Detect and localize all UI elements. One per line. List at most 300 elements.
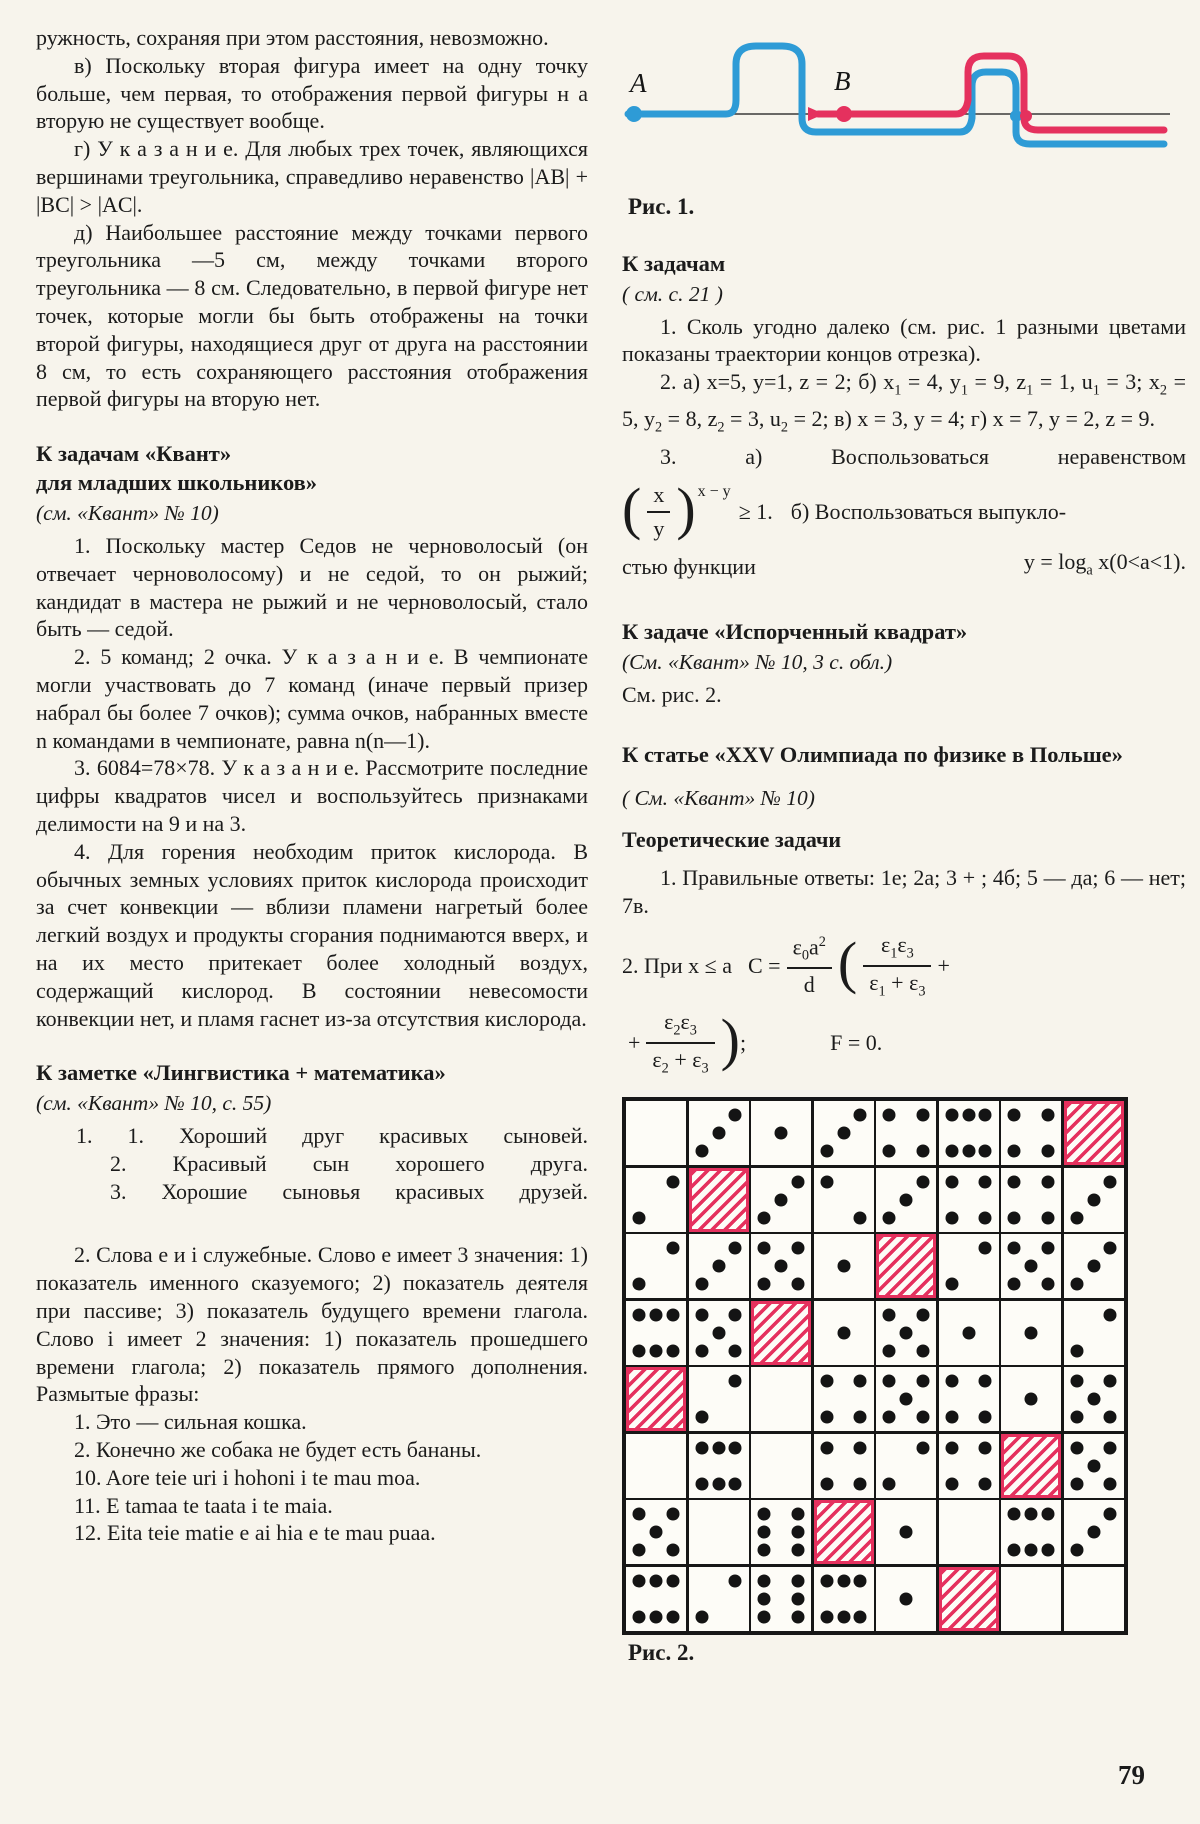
domino-cell	[689, 1101, 749, 1165]
pip	[758, 1211, 771, 1224]
semicolon: ;	[739, 1029, 747, 1055]
pip	[837, 1610, 850, 1623]
pip	[1087, 1393, 1100, 1406]
pip	[1041, 1278, 1054, 1291]
pip	[1070, 1441, 1083, 1454]
pip	[1104, 1508, 1117, 1521]
source-reference: (см. «Квант» № 10, с. 55)	[36, 1091, 272, 1116]
formula-capacitance-line2: + $\frac{\varepsilon_2\varepsilon_3}{\varepsilon_2 + \varepsilon_3}$ ) ; F = 0.	[628, 1006, 883, 1077]
domino-cell	[814, 1367, 874, 1431]
pip	[854, 1211, 867, 1224]
pip	[666, 1308, 679, 1321]
pip	[729, 1109, 742, 1122]
section-heading: К задаче «Испорченный квадрат»	[622, 618, 968, 644]
pip	[900, 1193, 913, 1206]
domino-cell	[1064, 1301, 1124, 1365]
c-equals: C =	[748, 953, 781, 979]
domino-grid	[622, 1097, 1128, 1635]
pip	[791, 1175, 804, 1188]
pip	[1070, 1375, 1083, 1388]
domino-cell	[876, 1434, 936, 1498]
pip	[633, 1344, 646, 1357]
answer-item: 3. а) Воспользоваться неравенством	[660, 443, 1186, 469]
pip	[883, 1211, 896, 1224]
subsection-heading: Теоретические задачи	[622, 827, 842, 853]
pip	[1041, 1211, 1054, 1224]
domino-cell	[1001, 1168, 1061, 1232]
pip	[650, 1610, 663, 1623]
domino-cell-red	[626, 1367, 686, 1431]
domino-cell	[689, 1434, 749, 1498]
pip	[979, 1145, 992, 1158]
text-continuation: б) Воспользоваться выпукло-	[790, 499, 1067, 525]
pip	[758, 1544, 771, 1557]
pip	[883, 1145, 896, 1158]
domino-cell	[626, 1434, 686, 1498]
pip	[729, 1344, 742, 1357]
pip	[666, 1574, 679, 1587]
domino-cell-red	[1064, 1101, 1124, 1165]
list-item: 11. E tamaa te taata i te maia.	[74, 1492, 333, 1518]
pip	[712, 1477, 725, 1490]
point-b-dot	[836, 106, 852, 122]
pip	[979, 1375, 992, 1388]
pip	[650, 1574, 663, 1587]
domino-cell	[626, 1234, 686, 1298]
domino-cell	[876, 1367, 936, 1431]
formula-log-line	[622, 548, 1186, 584]
crossing-dot-red	[1020, 110, 1032, 122]
denominator: $\varepsilon_2 + \varepsilon_3$	[652, 1046, 709, 1077]
pip	[854, 1375, 867, 1388]
paragraph: в) Поскольку вторая фигура имеет на одну точку больше, чем первая, то отображения первой фигуры н а вторую не существует вообще.	[36, 52, 588, 134]
domino-cell-red	[689, 1168, 749, 1232]
domino-cell-red	[939, 1567, 999, 1631]
pip	[633, 1211, 646, 1224]
domino-cell	[689, 1234, 749, 1298]
pip	[1025, 1326, 1038, 1339]
domino-cell	[1064, 1367, 1124, 1431]
domino-cell	[751, 1168, 811, 1232]
pip	[1070, 1544, 1083, 1557]
pip	[945, 1109, 958, 1122]
pip	[1008, 1242, 1021, 1255]
answer-item: 3. 6084=78×78. У к а з а н и е. Рассмотрите последние цифры квадратов чисел и воспользуйтесь признаками делимости на 9 и на 3.	[36, 755, 588, 836]
formula-inequality: ( $\frac{x}{y}$ ) x − y ≥ 1. б) Воспользоваться выпукло-	[622, 476, 1067, 542]
trajectory-diagram	[622, 30, 1186, 180]
pip	[854, 1109, 867, 1122]
pip	[695, 1477, 708, 1490]
pip	[791, 1574, 804, 1587]
figure-1	[622, 30, 1186, 185]
arrowhead-icon	[808, 107, 824, 121]
pip	[1008, 1508, 1021, 1521]
pip	[1041, 1508, 1054, 1521]
relation: ≥ 1.	[738, 499, 773, 525]
domino-cell	[876, 1168, 936, 1232]
pip	[900, 1326, 913, 1339]
answer-item: 1. Поскольку мастер Седов не черноволосый (он отвечает черноволосому) и не седой, то он рыжий; кандидат в мастера не рыжий и не черноволосый, стало быть — седой.	[36, 532, 588, 642]
pip	[945, 1175, 958, 1188]
pip	[712, 1260, 725, 1273]
pip	[979, 1477, 992, 1490]
domino-cell	[689, 1367, 749, 1431]
pip	[854, 1574, 867, 1587]
pip	[900, 1592, 913, 1605]
domino-cell	[1064, 1567, 1124, 1631]
domino-cell	[939, 1234, 999, 1298]
domino-cell	[939, 1301, 999, 1365]
list-item: 1. Это — сильная кошка.	[74, 1409, 307, 1435]
pip	[1025, 1544, 1038, 1557]
pip	[775, 1127, 788, 1140]
pip	[1104, 1242, 1117, 1255]
list-item: 2. Красивый сын хорошего друга.	[110, 1150, 588, 1176]
pip	[1104, 1441, 1117, 1454]
pip	[945, 1411, 958, 1424]
pip	[633, 1308, 646, 1321]
pip	[854, 1441, 867, 1454]
source-reference: ( см. с. 21 )	[622, 281, 723, 306]
pip	[916, 1344, 929, 1357]
pip	[979, 1175, 992, 1188]
domino-cell-red	[876, 1234, 936, 1298]
denominator: d	[803, 972, 815, 998]
domino-cell	[1064, 1168, 1124, 1232]
pip	[962, 1109, 975, 1122]
answer-item: 2. Слова е и i служебные. Слово е имеет 3 значения: 1) показатель именного сказуемого; 2) показатель деятеля при пассиве; 3) показатель будущего времени глагола. Слово i имеет 2 значения: 1) показатель прошедшего времени глагола; 2) показатель прямого дополнения. Размытые фразы:	[36, 1242, 588, 1407]
pip	[695, 1610, 708, 1623]
section-heading: для младших школьников»	[36, 470, 318, 496]
pip	[1025, 1260, 1038, 1273]
pip	[837, 1326, 850, 1339]
pip	[775, 1193, 788, 1206]
paragraph: г) У к а з а н и е. Для любых трех точек, являющихся вершинами треугольника, справедливо неравенство |AB| + |BC| > |AC|.	[36, 136, 588, 217]
section-heading: К заметке «Лингвистика + математика»	[36, 1060, 446, 1086]
pip	[916, 1109, 929, 1122]
pip	[1025, 1508, 1038, 1521]
pip	[883, 1477, 896, 1490]
fraction	[646, 1009, 714, 1078]
pip	[1087, 1526, 1100, 1539]
pip	[916, 1308, 929, 1321]
numerator: $\varepsilon_2\varepsilon_3$	[646, 1009, 714, 1044]
domino-cell	[876, 1500, 936, 1564]
pip	[633, 1610, 646, 1623]
paragraph: ружность, сохраняя при этом расстояния, невозможно.	[36, 25, 549, 50]
domino-cell	[939, 1168, 999, 1232]
pip	[758, 1242, 771, 1255]
pip	[666, 1242, 679, 1255]
pip	[979, 1441, 992, 1454]
domino-cell	[626, 1101, 686, 1165]
force-result: F = 0.	[830, 1029, 883, 1055]
pip	[837, 1260, 850, 1273]
pip	[729, 1308, 742, 1321]
pip	[820, 1477, 833, 1490]
domino-cell	[1001, 1500, 1061, 1564]
domino-cell	[814, 1168, 874, 1232]
pip	[1041, 1109, 1054, 1122]
pip	[650, 1344, 663, 1357]
denominator: y	[653, 516, 665, 542]
numerator: x	[647, 482, 670, 513]
pip	[1070, 1344, 1083, 1357]
pip	[1070, 1411, 1083, 1424]
pip	[729, 1441, 742, 1454]
domino-cell	[751, 1234, 811, 1298]
pip	[666, 1175, 679, 1188]
domino-cell	[814, 1434, 874, 1498]
pip	[979, 1211, 992, 1224]
pip	[775, 1260, 788, 1273]
pip	[1008, 1211, 1021, 1224]
pip	[633, 1278, 646, 1291]
plus-sign: +	[628, 1029, 641, 1055]
paragraph: См. рис. 2.	[622, 681, 722, 707]
domino-cell	[751, 1434, 811, 1498]
pip	[633, 1544, 646, 1557]
pip	[820, 1411, 833, 1424]
pip	[791, 1278, 804, 1291]
pip	[945, 1278, 958, 1291]
pip	[1008, 1109, 1021, 1122]
exponent: x − y	[697, 483, 731, 501]
pip	[666, 1544, 679, 1557]
pip	[820, 1610, 833, 1623]
domino-cell	[814, 1301, 874, 1365]
list-item: 10. Aore teie uri i hohoni i te mau moa.	[74, 1464, 421, 1490]
pip	[916, 1411, 929, 1424]
domino-cell-red	[1001, 1434, 1061, 1498]
domino-cell-red	[751, 1301, 811, 1365]
pip	[650, 1526, 663, 1539]
pip	[666, 1610, 679, 1623]
pip	[945, 1211, 958, 1224]
source-reference: (см. «Квант» № 10)	[36, 501, 219, 526]
domino-cell	[626, 1301, 686, 1365]
list-item: 1. 1. Хороший друг красивых сыновей.	[76, 1123, 588, 1149]
pip	[1041, 1544, 1054, 1557]
domino-cell	[876, 1301, 936, 1365]
pip	[791, 1242, 804, 1255]
formula-capacitance-line1: 2. При x ≤ a C = $\frac{\varepsilon_0a^2}{d}$ ( $\frac{\varepsilon_1\varepsilon_3}{\varepsilon_1 + \varepsilon_3}$ +	[622, 930, 950, 1000]
pip	[900, 1526, 913, 1539]
domino-cell-red	[814, 1500, 874, 1564]
domino-cell	[1064, 1500, 1124, 1564]
paragraph: д) Наибольшее расстояние между точками первого треугольника —5 см, между точками второго треугольника — 8 см. Следовательно, в первой фигуре нет точек, которые могли бы быть отображены на точки второй фигуры, находящиеся друг от друга на расстоянии 8 см, то есть сохраняющего расстояния отображения первой фигуры на вторую нет.	[36, 219, 588, 412]
pip	[883, 1344, 896, 1357]
pip	[791, 1610, 804, 1623]
domino-cell	[751, 1367, 811, 1431]
pip	[945, 1477, 958, 1490]
answer-item: 2. а) x=5, y=1, z = 2; б) $x_1 = 4$, $y_1 = 9$, $z_1 = 1$, $u_1 = 3$; $x_2 = 5$, $y_2 = 8$, $z_2 = 3$, $u_2 = 2$; в) x = 3, y = 4; г) x = 7, y = 2, z = 9.	[622, 369, 1186, 436]
label-a: A	[630, 68, 647, 98]
pip	[1104, 1375, 1117, 1388]
domino-cell	[1001, 1301, 1061, 1365]
pip	[712, 1441, 725, 1454]
pip	[695, 1278, 708, 1291]
domino-cell	[1001, 1367, 1061, 1431]
point-a-dot	[626, 106, 642, 122]
list-item: 12. Eita teie matie e ai hia e te mau puaa.	[74, 1520, 436, 1546]
pip	[1041, 1175, 1054, 1188]
trajectory-red	[818, 56, 1164, 130]
left-column	[36, 24, 588, 1547]
answer-item: 1. Сколь угодно далеко (см. рис. 1 разными цветами показаны траектории концов отрезка).	[622, 313, 1186, 367]
numerator: $\varepsilon_0a^2$	[787, 934, 832, 970]
domino-cell	[876, 1567, 936, 1631]
domino-cell	[1001, 1234, 1061, 1298]
pip	[695, 1411, 708, 1424]
pip	[633, 1508, 646, 1521]
pip	[650, 1308, 663, 1321]
domino-cell	[876, 1101, 936, 1165]
domino-cell	[689, 1500, 749, 1564]
pip	[916, 1375, 929, 1388]
pip	[1104, 1308, 1117, 1321]
pip	[758, 1526, 771, 1539]
domino-cell	[626, 1567, 686, 1631]
pip	[837, 1127, 850, 1140]
list-item: 3. Хорошие сыновья красивых друзей.	[110, 1178, 588, 1204]
domino-cell	[689, 1301, 749, 1365]
domino-cell	[814, 1234, 874, 1298]
figure2-caption: Рис. 2.	[628, 1639, 695, 1665]
fraction	[647, 482, 670, 542]
domino-cell	[939, 1367, 999, 1431]
denominator: $\varepsilon_1 + \varepsilon_3$	[869, 970, 926, 1000]
fraction	[863, 932, 931, 1001]
domino-cell	[751, 1500, 811, 1564]
pip	[729, 1375, 742, 1388]
fraction	[787, 934, 832, 999]
numerator: $\varepsilon_1\varepsilon_3$	[863, 932, 931, 967]
pip	[854, 1477, 867, 1490]
section-heading: К задачам «Квант»	[36, 441, 232, 467]
source-reference: (См. «Квант» № 10, 3 с. обл.)	[622, 649, 893, 674]
pip	[695, 1145, 708, 1158]
list-item: 2. Конечно же собака не будет есть бананы.	[74, 1437, 482, 1463]
pip	[1104, 1411, 1117, 1424]
pip	[729, 1574, 742, 1587]
pip	[1104, 1477, 1117, 1490]
right-column	[622, 30, 1186, 1667]
pip	[758, 1574, 771, 1587]
pip	[1008, 1175, 1021, 1188]
pip	[945, 1441, 958, 1454]
pip	[979, 1411, 992, 1424]
pip	[979, 1242, 992, 1255]
pip	[1104, 1175, 1117, 1188]
pip	[945, 1375, 958, 1388]
pip	[758, 1278, 771, 1291]
pip	[712, 1326, 725, 1339]
pip	[758, 1610, 771, 1623]
pip	[916, 1441, 929, 1454]
pip	[1008, 1145, 1021, 1158]
domino-cell	[751, 1567, 811, 1631]
answer-item: 2. 5 команд; 2 очка. У к а з а н и е. В чемпионате могли участвовать до 7 команд (иначе первый призер набрал бы более 7 очков); сумма очков, набранных вместе n командами в чемпионате, равна n(n—1).	[36, 644, 588, 753]
domino-cell	[626, 1168, 686, 1232]
section-heading: К задачам	[622, 250, 726, 276]
pip	[695, 1344, 708, 1357]
pip	[883, 1109, 896, 1122]
figure1-caption: Рис. 1.	[628, 194, 695, 219]
domino-cell	[1064, 1234, 1124, 1298]
pip	[837, 1574, 850, 1587]
pip	[712, 1127, 725, 1140]
pip	[820, 1175, 833, 1188]
pip	[791, 1544, 804, 1557]
pip	[1070, 1477, 1083, 1490]
text-fragment: стью функции	[622, 553, 756, 579]
pip	[883, 1411, 896, 1424]
pip	[729, 1477, 742, 1490]
answer-item: 4. Для горения необходим приток кислорода. В обычных земных условиях приток кислорода происходит за счет конвекции — вблизи пламени нагретый более легкий воздух и продукты сгорания поднимаются вверх, и на их место притекает более холодный воздух, содержащий кислород. В состоянии невесомости конвекции нет, и пламя гаснет из-за отсутствия кислорода.	[36, 838, 588, 1031]
pip	[758, 1592, 771, 1605]
pip	[695, 1441, 708, 1454]
domino-cell	[751, 1101, 811, 1165]
domino-cell	[1064, 1434, 1124, 1498]
pip	[666, 1344, 679, 1357]
domino-cell	[814, 1101, 874, 1165]
pip	[1070, 1278, 1083, 1291]
domino-cell	[939, 1101, 999, 1165]
label-b: B	[834, 66, 851, 96]
pip	[791, 1526, 804, 1539]
pip	[820, 1145, 833, 1158]
formula-log: $y = \log_a x(0<a<1)$.	[1023, 549, 1186, 579]
pip	[1041, 1145, 1054, 1158]
pip	[820, 1441, 833, 1454]
domino-cell	[814, 1567, 874, 1631]
pip	[1008, 1278, 1021, 1291]
plus-sign: +	[937, 953, 950, 979]
pip	[854, 1610, 867, 1623]
domino-cell	[939, 1434, 999, 1498]
pip	[883, 1375, 896, 1388]
pip	[1087, 1193, 1100, 1206]
pip	[1025, 1393, 1038, 1406]
pip	[791, 1592, 804, 1605]
pip	[854, 1411, 867, 1424]
domino-cell	[689, 1567, 749, 1631]
pip	[791, 1508, 804, 1521]
pip	[900, 1393, 913, 1406]
section-heading: К статье «XXV Олимпиада по физике в Польше»	[622, 742, 1123, 768]
pip	[820, 1375, 833, 1388]
pip	[758, 1508, 771, 1521]
pip	[729, 1242, 742, 1255]
pip	[666, 1508, 679, 1521]
pip	[962, 1326, 975, 1339]
source-reference: ( См. «Квант» № 10)	[622, 786, 815, 811]
pip	[1041, 1242, 1054, 1255]
pip	[962, 1145, 975, 1158]
pip	[633, 1574, 646, 1587]
domino-cell	[1001, 1567, 1061, 1631]
pip	[1087, 1260, 1100, 1273]
page-number: 79	[1118, 1760, 1145, 1790]
pip	[916, 1175, 929, 1188]
domino-cell	[939, 1500, 999, 1564]
pip	[1070, 1211, 1083, 1224]
pip	[820, 1574, 833, 1587]
pip	[1087, 1459, 1100, 1472]
pip	[695, 1308, 708, 1321]
pip	[883, 1308, 896, 1321]
